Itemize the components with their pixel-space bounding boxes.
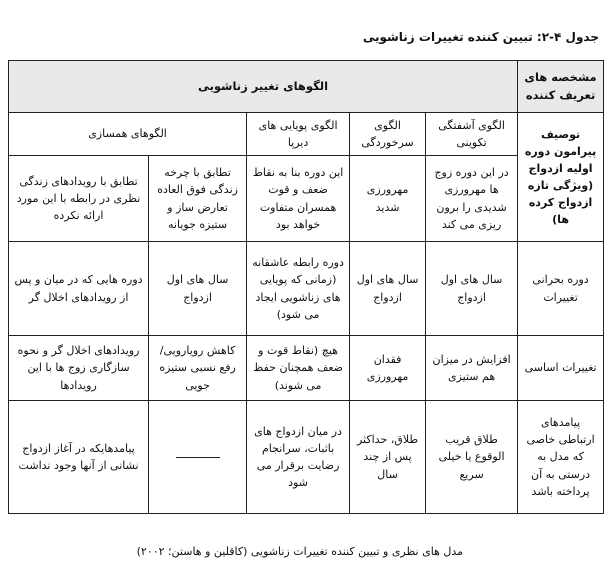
model-emergent: الگوی سرخوردگی [350, 113, 426, 156]
cell-accommodation-b: تطابق با رویدادهای زندگی نظری در رابطه با این مورد ارائه نکرده [9, 156, 149, 242]
model-accommodation: الگوهای همسازی [9, 113, 247, 156]
header-row [9, 61, 604, 113]
patterns-header: الگوهای تغییر زناشویی [9, 61, 518, 113]
cell-accommodation-a: تطابق با چرخه زندگی فوق العاده تعارض ساز و ستیزه جویانه [149, 156, 247, 242]
cell-emergent: طلاق، حداکثر پس از چند سال [350, 401, 426, 514]
cell-enduring: هیچ (نقاط قوت و ضعف همچنان حفظ می شوند) [247, 336, 350, 401]
table-row [9, 401, 604, 514]
model-enduring: الگوی پویایی های دیرپا [247, 113, 350, 156]
cell-accommodation-a-empty [149, 401, 247, 514]
cell-disillusion: طلاق قریب الوقوع یا خیلی سریع [426, 401, 518, 514]
source-note: مدل های نظری و تبیین کننده تغییرات زناشویی (کاقلین و هاستن؛ ۲۰۰۲) [136, 545, 463, 558]
cell-accommodation-b: دوره هایی که در میان و پس از رویدادهای اخلال گر [9, 242, 149, 336]
cell-enduring: در میان ازدواج های باثبات، سرانجام رضایت برقرار می شود [247, 401, 350, 514]
table-row [9, 242, 604, 336]
cell-accommodation-a: سال های اول ازدواج [149, 242, 247, 336]
criteria-header: مشخصه های تعریف کننده [518, 61, 604, 113]
model-disillusion: الگوی آشفتگی تکوینی [426, 113, 518, 156]
cell-emergent: فقدان مهرورزی [350, 336, 426, 401]
cell-disillusion: سال های اول ازدواج [426, 242, 518, 336]
cell-disillusion: در این دوره زوج ها مهرورزی شدیدی را برون ریزی می کند [426, 156, 518, 242]
model-names-row [9, 113, 604, 156]
cell-accommodation-b: رویدادهای اخلال گر و نحوه سازگاری زوج ها با این رویدادها [9, 336, 149, 401]
row-label-outcomes: پیامدهای ارتباطی خاصی که مدل به درستی به آن پرداخته باشد [518, 401, 604, 514]
cell-emergent: سال های اول ازدواج [350, 242, 426, 336]
table-caption: جدول ۴-۲: تبیین کننده تغییرات زناشویی [362, 30, 599, 44]
cell-disillusion: افزایش در میزان هم ستیزی [426, 336, 518, 401]
cell-enduring: این دوره بنا به نقاط ضعف و قوت همسران متفاوت خواهد بود [247, 156, 350, 242]
table-row [9, 336, 604, 401]
cell-accommodation-b: پیامدهایکه در آغاز ازدواج نشانی از آنها وجود نداشت [9, 401, 149, 514]
row-label-basic-changes: تغییرات اساسی [518, 336, 604, 401]
dash-mark [176, 457, 220, 458]
row-label-critical-period: دوره بحرانی تغییرات [518, 242, 604, 336]
cell-enduring: دوره رابطه عاشقانه (زمانی که پویایی های زناشویی ایجاد می شود) [247, 242, 350, 336]
table-row [9, 156, 604, 242]
row-label-initial-period: توصیف پیرامون دوره اولیه ازدواج (ویژگی تازه ازدواج کرده ها) [518, 113, 604, 242]
cell-emergent: مهرورزی شدید [350, 156, 426, 242]
marital-change-table [8, 60, 604, 514]
cell-accommodation-a: کاهش رویارویی/ رفع نسبی ستیزه جویی [149, 336, 247, 401]
